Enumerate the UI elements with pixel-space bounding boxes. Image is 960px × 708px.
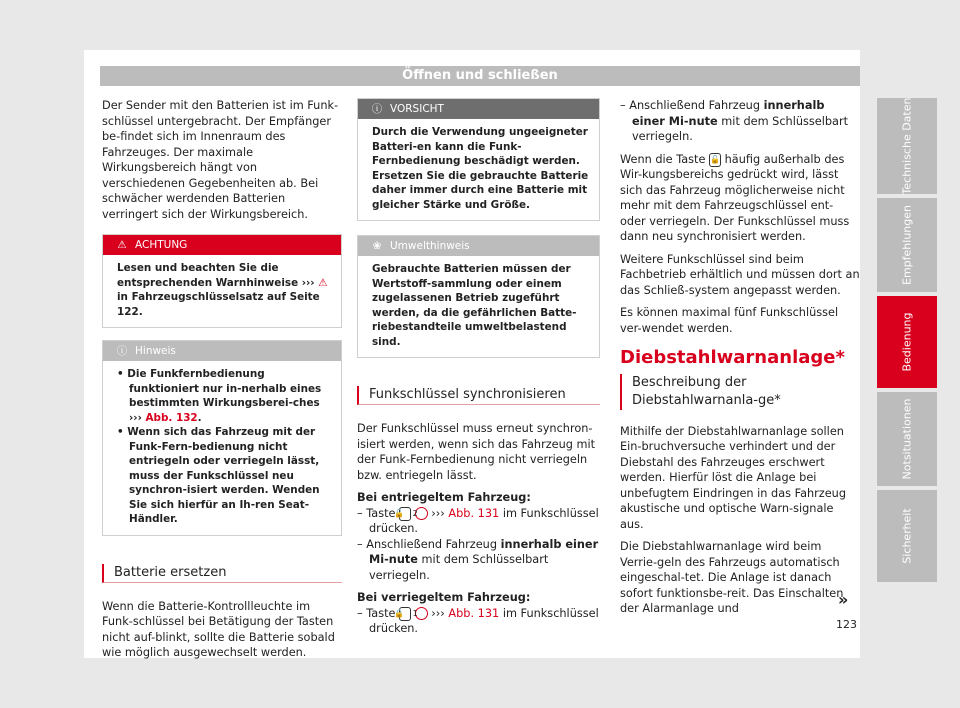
- subheading: Bei entriegeltem Fahrzeug:: [357, 491, 531, 504]
- warning-icon: ⚠: [117, 239, 127, 251]
- figure-link[interactable]: Abb. 131: [448, 606, 500, 620]
- subheading: Bei verriegeltem Fahrzeug:: [357, 591, 531, 604]
- paragraph: Weitere Funkschlüssel sind beim Fachbetrieb erhältlich und müssen dort an das Schließ-system angepasst werden.: [620, 252, 860, 297]
- caution-icon: ⓘ: [371, 103, 383, 115]
- paragraph: Mithilfe der Diebstahlwarnanlage sollen Ein-bruchversuche verhindert und der Diebstahl des Fahrzeuges erschwert werden. Hierfür löst die Anlage bei unbefugtem Eindringen in das Fahrzeug akustische und optische Warn-signale aus.: [620, 424, 847, 531]
- section-text: Wenn die Batterie-Kontrollleuchte im Funk-schlüssel bei Betätigung der Tasten nicht auf-blinkt, sollte die Batterie sobald wie möglich ausgewechselt werden.: [102, 599, 335, 659]
- tab-empfehlungen[interactable]: Empfehlungen: [877, 198, 937, 292]
- section-heading: Batterie ersetzen: [102, 564, 342, 583]
- warning-icon: ⚠: [318, 276, 328, 289]
- tab-technische-daten[interactable]: Technische Daten: [877, 98, 937, 194]
- column-3: [620, 98, 860, 624]
- tab-sicherheit[interactable]: Sicherheit: [877, 490, 937, 582]
- vorsicht-header: ⓘ VORSICHT: [358, 99, 599, 119]
- paragraph: Wenn die Taste 🔓 häufig außerhalb des Wir-kungsbereichs gedrückt wird, lässt sich das Fahrzeug möglicherweise nicht mehr mit dem Fahrzeugschlüssel ent- oder verriegeln. Der Funkschlüssel muss dann neu synchronisiert werden.: [620, 152, 850, 243]
- list-item: – Taste 🔓 2 ››› Abb. 131 im Funkschlüssel drücken.: [357, 506, 599, 535]
- figure-link[interactable]: Abb. 131: [448, 506, 500, 520]
- page-number: 123: [836, 618, 857, 631]
- continue-arrow-icon: »: [838, 590, 849, 609]
- hinweis-header: ⓘ Hinweis: [103, 341, 341, 361]
- list-item: – Taste 🔒 1 ››› Abb. 131 im Funkschlüssel drücken.: [357, 606, 599, 635]
- list-item: • Die Funkfernbedienung funktioniert nur in-nerhalb eines bestimmten Wirkungsberei-ches ››› Abb. 132.: [117, 368, 322, 424]
- tab-notsituationen[interactable]: Notsituationen: [877, 392, 937, 486]
- unlock-key-icon: 🔓: [709, 153, 721, 167]
- list-item: • Wenn sich das Fahrzeug mit der Funk-Fern-bedienung nicht entriegeln oder verriegeln lässt, muss der Funkschlüssel neu synchron-isiert werden. Wenden Sie sich hierfür an Ih-ren Seat-Händler.: [117, 426, 320, 525]
- section-intro: Der Funkschlüssel muss erneut synchron-isiert werden, wenn sich das Fahrzeug mit der Funk-Fernbedienung nicht verriegeln bzw. entriegeln lässt.: [357, 422, 596, 482]
- column-2: [357, 98, 600, 637]
- vorsicht-box: ⓘ VORSICHT Durch die Verwendung ungeeigneter Batteri-en kann die Funk-Fernbedienung beschädigt werden. Ersetzen Sie die gebrauchte Batterie daher immer durch eine Batterie mit gleicher Stärke und Größe.: [357, 98, 600, 221]
- paragraph: Es können maximal fünf Funkschlüssel ver-wendet werden.: [620, 306, 839, 335]
- list-item: – Anschließend Fahrzeug innerhalb einer Mi-nute mit dem Schlüsselbart verriegeln.: [357, 537, 599, 582]
- section-heading: Beschreibung der Diebstahlwarnanla-ge*: [620, 374, 860, 410]
- page-title: Öffnen und schließen: [100, 66, 860, 86]
- umwelt-header: ❀ Umwelthinweis: [358, 236, 599, 256]
- section-heading: Funkschlüssel synchronisieren: [357, 386, 600, 405]
- achtung-header: ⚠ ACHTUNG: [103, 235, 341, 255]
- unlock-key-icon: 🔓: [399, 507, 411, 521]
- info-icon: ⓘ: [116, 345, 128, 357]
- paragraph: Die Diebstahlwarnanlage wird beim Verrie-geln des Fahrzeugs automatisch eingeschal-tet. Die Anlage ist danach sofort funktionsbe-reit. Das Einschalten der Alarmanlage und: [620, 540, 844, 615]
- intro-text: Der Sender mit den Batterien ist im Funk-schlüssel untergebracht. Der Empfänger be-findet sich im Innenraum des Fahrzeuges. Der maximale Wirkungsbereich hängt von verschiedenen Gegebenheiten ab. Bei schwächer werdenden Batterien verringert sich der Wirkungsbereich.: [102, 99, 339, 221]
- hinweis-box: [102, 340, 342, 536]
- achtung-box: ⚠ ACHTUNG Lesen und beachten Sie die entsprechenden Warnhinweise ››› ⚠ in Fahrzeugschlüsselsatz auf Seite 122.: [102, 234, 342, 328]
- lock-key-icon: 🔒: [399, 607, 411, 621]
- figure-link[interactable]: Abb. 132: [145, 411, 198, 424]
- column-1: [102, 98, 342, 668]
- chapter-heading: Diebstahlwarnanlage*: [620, 347, 845, 368]
- umwelt-box: ❀ Umwelthinweis Gebrauchte Batterien müssen der Wertstoff-sammlung oder einem zugelassenen Betrieb zugeführt werden, da die gefährlichen Batte-riebestandteile umweltbelastend sind.: [357, 235, 600, 358]
- environment-icon: ❀: [372, 240, 382, 252]
- tab-bedienung[interactable]: Bedienung: [877, 296, 937, 388]
- list-item: – Anschließend Fahrzeug innerhalb einer Mi-nute mit dem Schlüsselbart verriegeln.: [620, 99, 849, 143]
